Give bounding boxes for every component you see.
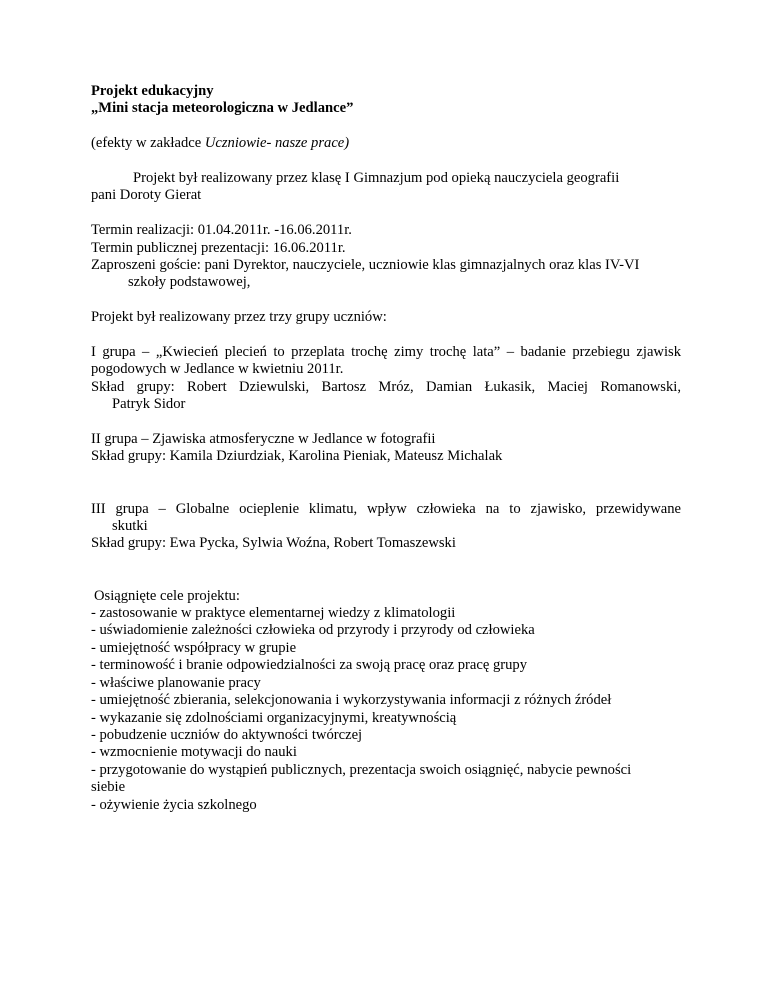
group-1-topic-line-1: I grupa – „Kwiecień plecień to przeplata trochę zimy trochę lata” – badanie przebiegu zjawisk <box>91 344 681 361</box>
group-2-topic: II grupa – Zjawiska atmosferyczne w Jedlance w fotografii <box>91 431 436 448</box>
goal-item: - przygotowanie do wystąpień publicznych, prezentacja swoich osiągnięć, nabycie pewności <box>91 761 632 778</box>
group-2 <box>91 431 681 466</box>
term-realization: Termin realizacji: 01.04.2011r. -16.06.2011r. <box>91 222 352 239</box>
group-2-members: Skład grupy: Kamila Dziurdziak, Karolina Pieniak, Mateusz Michalak <box>91 448 503 465</box>
goal-item-continuation: siebie <box>91 779 126 796</box>
intro-line-2: pani Doroty Gierat <box>91 187 202 204</box>
group-3-members: Skład grupy: Ewa Pycka, Sylwia Woźna, Robert Tomaszewski <box>91 535 456 552</box>
document-title: Projekt edukacyjny <box>91 83 214 99</box>
term-presentation: Termin publicznej prezentacji: 16.06.2011r. <box>91 239 346 256</box>
document-page <box>91 83 681 814</box>
goal-item: - terminowość i branie odpowiedzialności za swoją pracę oraz pracę grupy <box>91 657 528 674</box>
goals-heading: Osiągnięte cele projektu: <box>94 587 240 604</box>
intro-line-1: Projekt był realizowany przez klasę I Gimnazjum pod opieką nauczyciela geografii <box>133 170 620 186</box>
groups-intro: Projekt był realizowany przez trzy grupy uczniów: <box>91 309 387 326</box>
goal-item: - ożywienie życia szkolnego <box>91 796 257 813</box>
effects-note <box>91 135 681 152</box>
group-3 <box>91 501 681 553</box>
group-1-topic-line-2: pogodowych w Jedlance w kwietniu 2011r. <box>91 361 344 378</box>
goal-item: - właściwe planowanie pracy <box>91 674 261 691</box>
effects-tab-name: Uczniowie- nasze prace) <box>204 135 350 152</box>
group-1-members-line-1: Skład grupy: Robert Dziewulski, Bartosz Mróz, Damian Łukasik, Maciej Romanowski, <box>91 378 681 395</box>
group-1 <box>91 344 681 414</box>
goal-item: - wykazanie się zdolnościami organizacyjnymi, kreatywnością <box>91 709 457 726</box>
effects-prefix: (efekty w zakładce <box>91 135 205 152</box>
goal-item: - uświadomienie zależności człowieka od przyrody i przyrody od człowieka <box>91 622 535 639</box>
goal-item: - umiejętność współpracy w grupie <box>91 639 297 656</box>
goals-section <box>91 588 681 814</box>
group-3-topic-line-2: skutki <box>112 518 148 535</box>
goal-item: - zastosowanie w praktyce elementarnej wiedzy z klimatologii <box>91 605 456 622</box>
goal-item: - wzmocnienie motywacji do nauki <box>91 744 297 761</box>
group-1-members-line-2: Patryk Sidor <box>112 396 186 413</box>
guests-line-2: szkoły podstawowej, <box>128 274 251 291</box>
goal-item: - umiejętność zbierania, selekcjonowania i wykorzystywania informacji z różnych źródeł <box>91 692 612 709</box>
goal-item: - pobudzenie uczniów do aktywności twórczej <box>91 726 363 743</box>
guests-line-1: Zaproszeni goście: pani Dyrektor, nauczyciele, uczniowie klas gimnazjalnych oraz klas IV-VI <box>91 257 640 274</box>
document-subtitle: „Mini stacja meteorologiczna w Jedlance” <box>91 100 354 117</box>
group-3-topic-line-1: III grupa – Globalne ocieplenie klimatu, wpływ człowieka na to zjawisko, przewidywane <box>91 500 681 517</box>
